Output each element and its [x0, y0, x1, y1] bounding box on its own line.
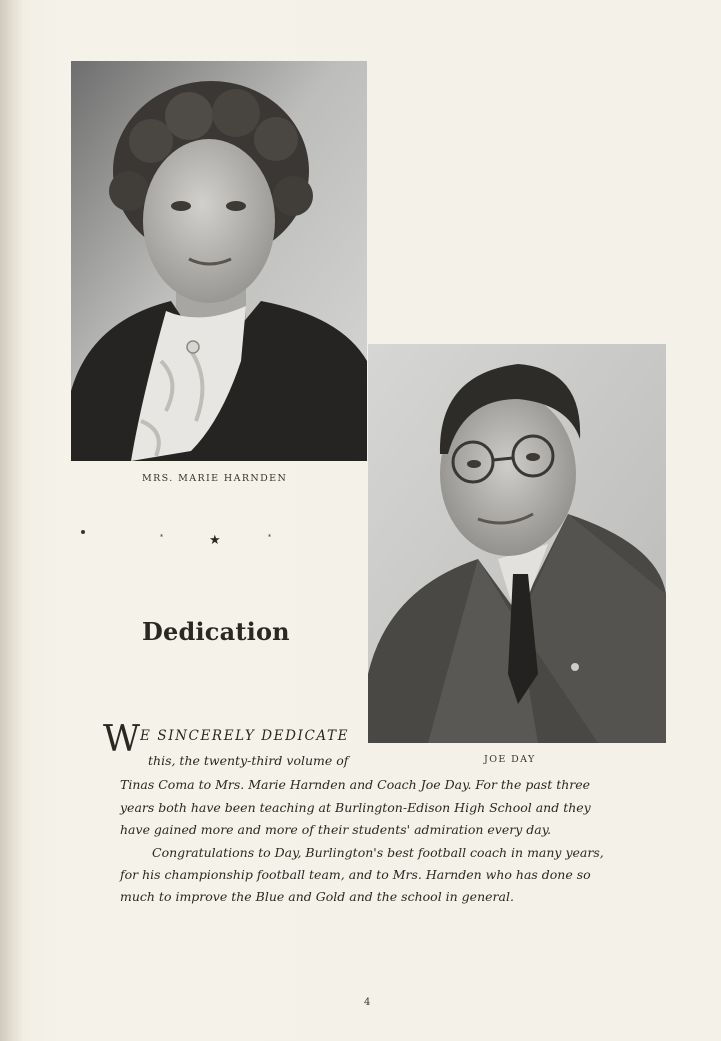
- dedication-line: much to improve the Blue and Gold and the school in general.: [120, 889, 514, 904]
- small-star-icon: *: [160, 534, 163, 541]
- dedication-lead-line: E SINCERELY DEDICATE: [140, 728, 350, 744]
- dedication-line: for his championship football team, and to Mrs. Harnden who has done so: [120, 867, 591, 882]
- dedication-line: Congratulations to Day, Burlington's best football coach in many years,: [152, 845, 604, 860]
- dedication-line: this, the twenty-third volume of: [148, 753, 349, 768]
- dedication-line: have gained more and more of their students' admiration every day.: [120, 822, 552, 837]
- page-number: 4: [364, 997, 371, 1008]
- drop-cap: W: [103, 719, 141, 760]
- binding-gutter: [0, 0, 24, 1041]
- portrait-marie-harnden: [71, 61, 367, 461]
- portrait-joe-day: [368, 344, 666, 743]
- portrait-caption-harnden: MRS. MARIE HARNDEN: [142, 473, 288, 484]
- stray-dot: [81, 530, 85, 534]
- portrait-caption-day: JOE DAY: [484, 754, 536, 765]
- star-icon: ★: [209, 533, 221, 548]
- dedication-line: Tinas Coma to Mrs. Marie Harnden and Coach Joe Day. For the past three: [120, 777, 591, 792]
- dedication-heading: Dedication: [142, 617, 290, 646]
- dedication-line: years both have been teaching at Burlington-Edison High School and they: [120, 800, 591, 815]
- small-star-icon: *: [268, 534, 271, 541]
